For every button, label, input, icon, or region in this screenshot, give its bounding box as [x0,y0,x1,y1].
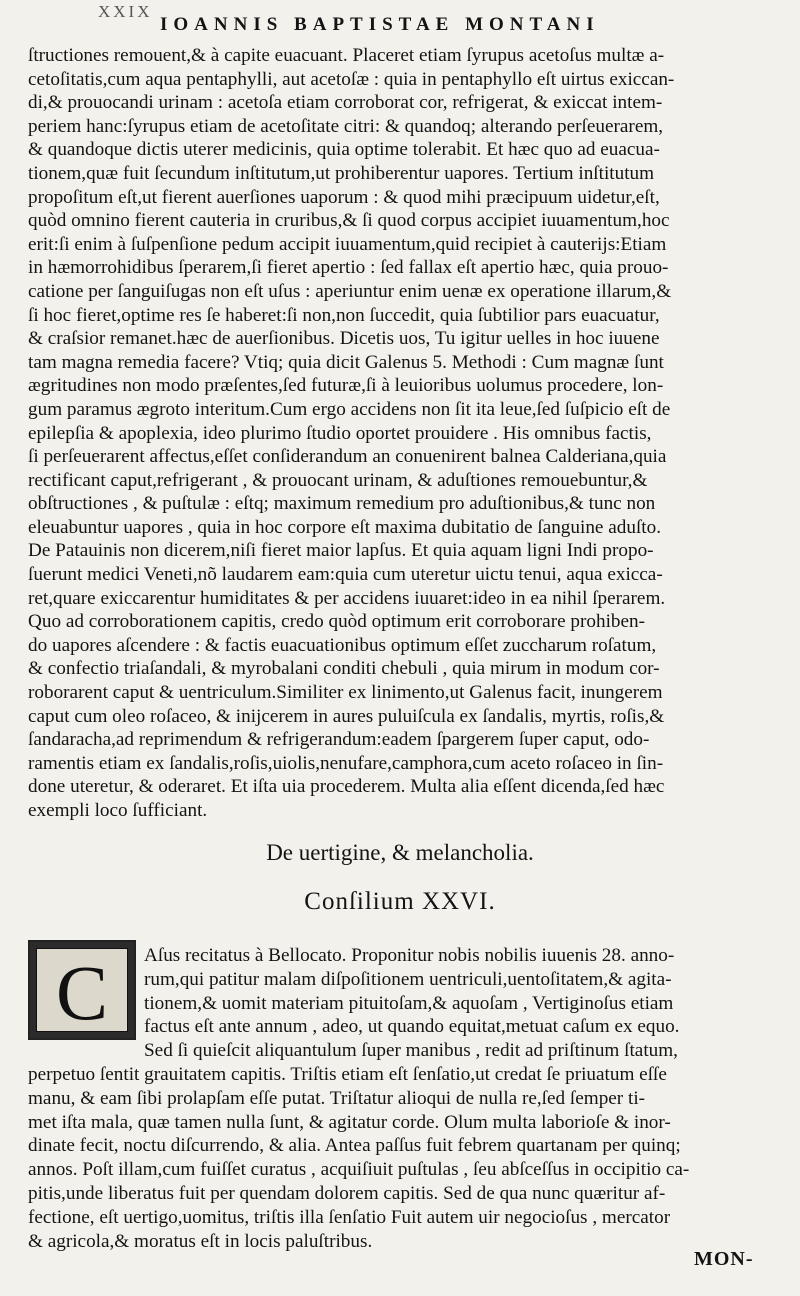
text-line: tionem,quæ fuit ſecundum inſtitutum,ut prohiberentur uapores. Tertium inſtitutum [28,162,655,184]
text-line: periem hanc:ſyrupus etiam de acetoſitate citri: & quandoq; alterando perſeuerarem, [28,115,664,137]
text-line: erit:ſi enim à ſuſpenſione pedum accipit iuuamentum,quid recipiet à cauterijs:Etiam [28,233,667,255]
text-line: De Patauinis non dicerem,niſi fieret maior lapſus. Et quia aquam ligni Indi propo- [28,540,654,562]
consilium-text-block [28,944,772,1253]
consilium-line: Sed ſi quieſcit aliquantulum ſuper manibus , redit ad priſtinum ſtatum, [144,1040,678,1062]
text-line: ægritudines non modo præſentes,ſed futuræ,ſi à leuioribus uolumus procedere, lon- [28,375,664,397]
text-line: catione per ſanguiſugas non eſt uſus : aperiuntur enim uenæ ex operatione illarum,& [28,280,672,302]
text-line: ramentis etiam ex ſandalis,roſis,uiolis,nenufare,camphora,cum aceto roſaceo in ſin- [28,752,664,774]
consilium-line: dinate fecit, noctu diſcurrendo, & alia. Antea paſſus fuit febrem quartanam per quinq; [28,1135,681,1157]
consilium-title: Conſilium XXVI. [304,888,496,915]
running-head: IOANNIS BAPTISTAE MONTANI [160,14,600,35]
consilium-line: annos. Poſt illam,cum fuiſſet curatus , acquiſiuit puſtulas , ſeu abſceſſus in occipitio ca- [28,1159,690,1181]
text-line: caput cum oleo roſaceo, & inijcerem in aures puluiſcula ex ſandalis, myrtis, roſis,& [28,705,665,727]
text-line: obſtructiones , & puſtulæ : eſtq; maximum remedium pro aduſtionibus,& tunc non [28,493,656,515]
initial-letter: C [55,949,109,1036]
text-line: rectificant caput,refrigerant , & prouocant urinam, & aduſtiones remouebuntur,& [28,469,648,491]
consilium-line: met iſta mala, quæ tamen nulla ſunt, & agitatur corde. Olum multa laborioſe & inor- [28,1111,671,1133]
text-line: & confectio triaſandali, & myrobalani conditi chebuli , quia mirum in modum cor- [28,658,660,680]
section-title: De uertigine, & melancholia. [266,840,534,865]
consilium-line: & agricola,& moratus eſt in locis paluſtribus. [28,1230,373,1252]
consilium-line: Aſus recitatus à Bellocato. Proponitur nobis nobilis iuuenis 28. anno- [144,945,675,966]
consilium-line: pitis,unde liberatus fuit per quendam dolorem capitis. Sed de qua nunc quæritur af- [28,1182,666,1204]
text-line: roborarent caput & uentriculum.Similiter ex linimento,ut Galenus facit, inungerem [28,682,663,704]
text-line: ſandaracha,ad reprimendum & refrigerandum:eadem ſpargerem ſuper caput, odo- [28,729,650,751]
text-line: do uapores aſcendere : & factis euacuationibus optimum eſſet zuccharum roſatum, [28,634,657,656]
text-line: ſuerunt medici Veneti,nõ laudarem eam:quia cum uteretur uictu tenui, aqua exicca- [28,564,663,586]
text-line: & craſsior remanet.hæc de auerſionibus. Dicetis uos, Tu igitur uelles in hoc iuuene [28,328,660,350]
text-line: epilepſia & apoplexia, ideo plurimo ſtudio oportet prouidere . His omnibus factis, [28,422,652,444]
text-line: gum paramus ægroto interitum.Cum ergo accidens non ſit ita leue,ſed ſuſpicio eſt de [28,398,671,420]
text-line: ſi perſeuerarent affectus,eſſet conſiderandum an conuenirent balnea Calderiana,quia [28,446,667,468]
main-text-block [28,44,772,823]
text-line: quòd omnino fierent cauteria in cruribus,& ſi quod corpus accipiet iuuamentum,hoc [28,210,670,232]
text-line: in hæmorrohidibus ſperarem,ſi fieret apertio : ſed fallax eſt apertio hæc, quia prouo- [28,257,669,279]
text-line: ſtructiones remouent,& à capite euacuant. Placeret etiam ſyrupus acetoſus multæ a- [28,45,665,66]
text-line: di,& prouocandi urinam : acetoſa etiam corroborat cor, refrigerat, & exiccat intem- [28,92,663,114]
text-line: ret,quare exiccarentur humiditates & per accidens iuuaret:ideo in ea nihil ſperarem. [28,587,666,609]
text-line: propoſitum eſt,ut fierent auerſiones uaporum : & quod mihi præcipuum uidetur,eſt, [28,186,660,208]
consilium-line: factus eſt ante annum , adeo, ut quando equitat,metuat caſum ex equo. [144,1016,680,1038]
text-line: done uteretur, & oderaret. Et iſta uia procederem. Multa alia eſſent dicenda,ſed hæc [28,776,665,798]
consilium-line: rum,qui patitur malam diſpoſitionem uentriculi,uentoſitatem,& agita- [144,968,672,990]
text-line: exempli loco ſufficiant. [28,800,208,821]
text-line: tam magna remedia facere? Vtiq; quia dicit Galenus 5. Methodi : Cum magnæ ſunt [28,351,664,373]
catchword: MON- [694,1248,754,1270]
text-line: eleuabuntur uapores , quia in hoc corpore eſt maxima dubitatio de ſanguine aduſto. [28,516,661,538]
text-line: ſi hoc fieret,optime res ſe haberet:ſi non,non ſuccedit, quia ſubtilior pars euacuatur, [28,304,660,326]
page-header [0,0,800,46]
text-line: cetoſitatis,cum aqua pentaphylli, aut acetoſæ : quia in pentaphyllo eſt uirtus exiccan- [28,68,675,90]
text-line: & quandoque dictis uterer medicinis, quia optime tolerabit. Et hæc quo ad euacua- [28,139,660,161]
consilium-line: perpetuo ſentit grauitatem capitis. Triſtis etiam eſt ſenſatio,ut credat ſe priuatum eſſe [28,1063,667,1085]
consilium-line: fectione, eſt uertigo,uomitus, triſtis illa ſenſatio Fuit autem uir negocioſus , mercator [28,1206,671,1228]
consilium-line: tionem,& uomit materiam pituitoſam,& aquoſam , Vertiginoſus etiam [144,992,674,1014]
consilium-line: manu, & eam ſibi prolapſam eſſe putat. Triſtatur alioqui de nulla re,ſed ſemper ti- [28,1087,646,1109]
text-line: Quo ad corroborationem capitis, credo quòd optimum erit corroborare prohiben- [28,611,645,633]
folio-number: XXIX [98,2,153,21]
